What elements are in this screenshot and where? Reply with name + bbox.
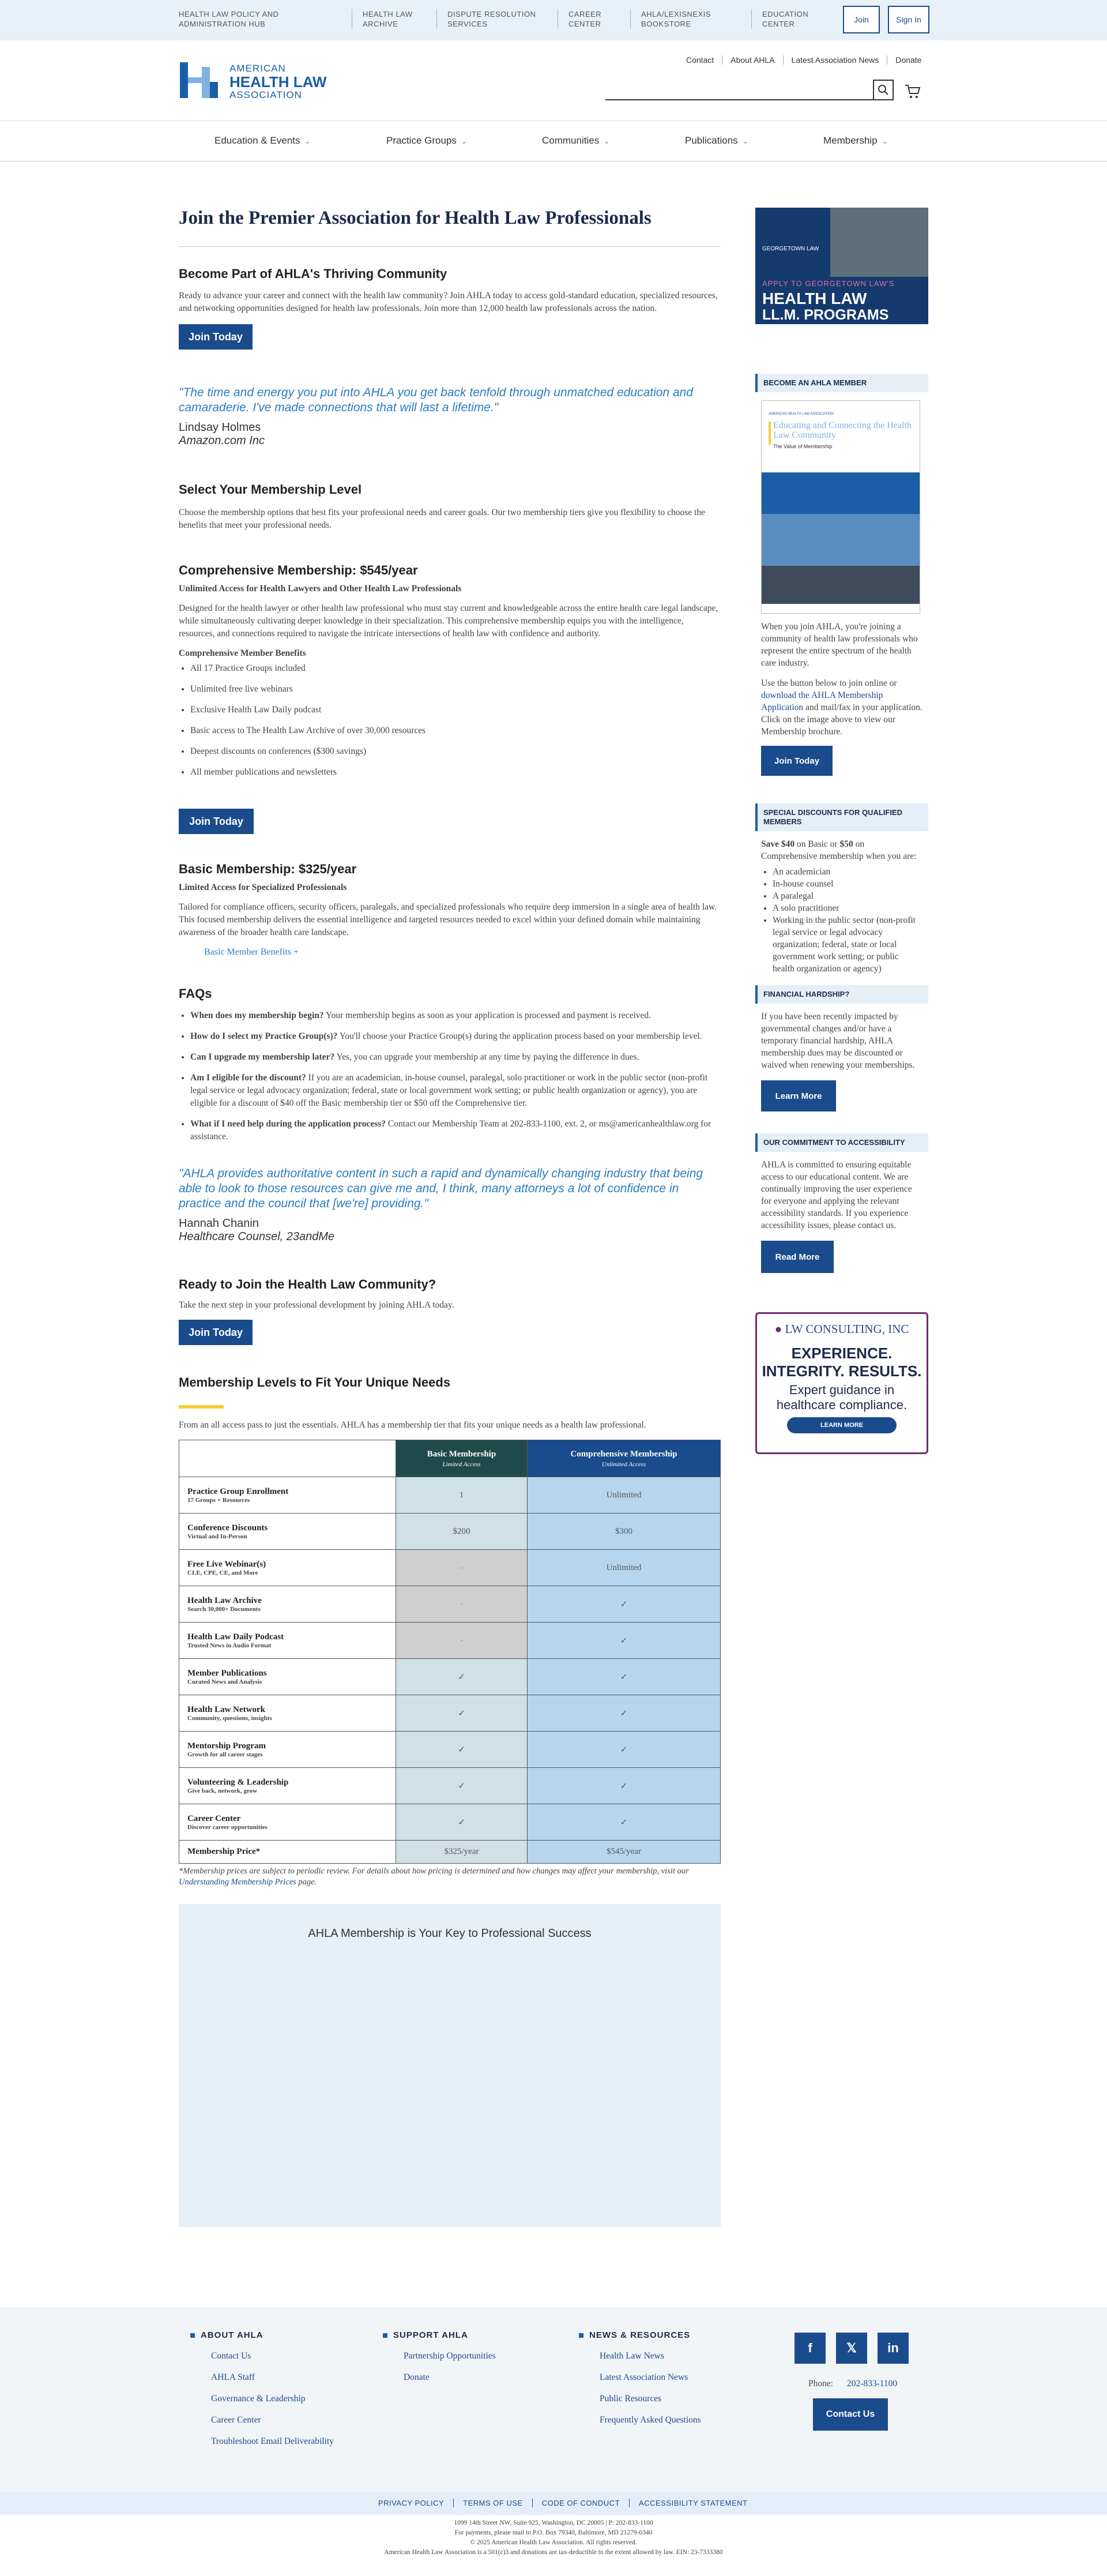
accessibility-body [755,1152,928,1273]
lw-consulting-ad[interactable] [755,1312,928,1454]
legal-bar [0,2492,1107,2515]
become-text-1: When you join AHLA, you're joining a community of health law professionals who represent the entire spectrum of the health care industry. [761,622,918,668]
row-subtitle: Virtual and In-Person [187,1533,247,1540]
table-row [179,1659,721,1695]
header-links [678,55,929,65]
comprehensive-text: Designed for the health lawyer or other health law professional who must stay current and knowledgeable across the entire health care legal landscape, while simultaneously cultivating deeper knowledge in their specialization. This comprehensive membership equips you with the intelligence, resources, and connections required to navigate the intricate intersections of health law with confidence and authority. [179,603,718,639]
faq-answer: Yes, you can upgrade your membership at any time by paying the difference in dues. [334,1052,639,1062]
plus-icon: + [293,947,299,957]
footer-news-title-text: NEWS & RESOURCES [589,2330,691,2340]
comprehensive-cell: Unlimited [528,1550,721,1586]
basic-head-label: Basic Membership [427,1449,496,1459]
linkedin-icon[interactable]: in [878,2333,909,2364]
basic-cell: 1 [396,1477,528,1514]
join-today-button[interactable]: Join Today [179,809,254,834]
row-label [179,1659,396,1695]
faq-item [190,1118,721,1143]
faq-title: FAQs [179,986,212,1001]
accessibility-statement-link[interactable]: ACCESSIBILITY STATEMENT [629,2499,756,2507]
check-icon: ✓ [528,1586,721,1623]
row-title: Career Center [187,1813,241,1823]
check-icon: ✓ [528,1695,721,1732]
row-label [179,1623,396,1659]
table-price-row [179,1841,721,1864]
footer-phone [808,2379,897,2389]
footnote-text: *Membership prices are subject to periodic review. For details about how pricing is determined and how changes may affect your membership, visit our [179,1867,689,1876]
section-title-membership-level: Select Your Membership Level [179,482,362,497]
basic-price: $325/year [396,1841,528,1864]
faq-answer: Your membership begins as soon as your application is processed and payment is received. [323,1011,652,1020]
check-icon: ✓ [528,1732,721,1768]
table-row [179,1514,721,1550]
row-title: Mentorship Program [187,1741,266,1751]
basic-cell: - [396,1623,528,1659]
basic-benefits-toggle[interactable] [179,947,721,957]
check-icon: ✓ [528,1768,721,1804]
phone-label: Phone: [808,2379,834,2389]
footer-link-governance[interactable]: Governance & Leadership [211,2394,306,2404]
chevron-down-icon: ⌄ [882,137,888,145]
footer-link-contact[interactable]: Contact Us [211,2351,251,2361]
download-application-link[interactable]: download the AHLA Membership Application [761,690,883,712]
become-text-2a: Use the button below to join online or [761,678,897,688]
nav-communities[interactable] [542,135,609,147]
twitter-icon[interactable]: 𝕏 [836,2333,867,2364]
utility-link-bookstore[interactable]: AHLA/LEXISNEXIS BOOKSTORE [630,9,751,29]
basic-title: Basic Membership: $325/year [179,862,357,876]
footer-address [0,2518,1107,2558]
footer-link-donate[interactable]: Donate [404,2372,430,2382]
footer-link-association-news[interactable]: Latest Association News [600,2372,688,2382]
chevron-down-icon: ⌄ [304,137,311,145]
social-links [795,2333,909,2364]
table-row [179,1695,721,1732]
hardship-text: If you have been recently impacted by governmental changes and/or have a temporary financial hardship, AHLA membership dues may be discounted or waived when renewing your memberships. [761,1012,915,1070]
list-item: • In-house counsel [773,878,922,890]
ad2-line-2: INTEGRITY. RESULTS. [762,1362,922,1380]
check-icon: ✓ [396,1695,528,1732]
footer-contact-button[interactable]: Contact Us [813,2398,888,2431]
ahla-logo[interactable] [179,59,329,99]
footer-link-health-law-news[interactable]: Health Law News [600,2351,664,2361]
table-corner [179,1440,396,1477]
chevron-down-icon: ⌄ [742,137,748,145]
lw-logo-icon: ● [774,1322,785,1336]
ad1-headline: HEALTH LAW [762,290,867,307]
faq-list [179,1009,721,1143]
ad1-sub: LL.M. PROGRAMS [762,307,889,323]
row-title: Volunteering & Leadership [187,1777,289,1787]
check-icon: ✓ [528,1659,721,1695]
address-line: 1099 14th Street NW, Suite 925, Washington, DC 20005 | P: 202-833-1100 [454,2519,653,2526]
faq-item [190,1072,721,1110]
faq-question: Am I eligible for the discount? [190,1073,306,1083]
testimonial-org-2: Healthcare Counsel, 23andMe [179,1230,335,1243]
price-label: Membership Price* [179,1841,396,1864]
main-content [179,208,721,2227]
discount-basic-amount: Save $40 [761,839,795,849]
utility-bar [0,0,1107,40]
site-header [0,40,1107,121]
footer-link-email[interactable]: Troubleshoot Email Deliverability [211,2436,334,2446]
search-input[interactable] [605,80,859,98]
faq-question: Can I upgrade my membership later? [190,1052,335,1062]
discount-text-b: on Comprehensive membership when you are: [761,839,917,861]
row-subtitle: Give back, network, grow [187,1787,258,1794]
table-row [179,1623,721,1659]
footer-col-support [383,2330,496,2383]
row-label [179,1477,396,1514]
brochure-photo-2 [762,514,920,566]
comprehensive-benefits-list [179,662,721,779]
discount-text-a: on Basic or [795,839,840,849]
discount-list [761,866,922,975]
become-member-body [755,614,928,776]
brochure-accent [769,422,771,445]
faq-item [190,1030,721,1043]
footer-link-faq[interactable]: Frequently Asked Questions [600,2415,701,2425]
list-item: • All 17 Practice Groups included [190,662,721,675]
table-row [179,1586,721,1623]
row-title: Health Law Daily Podcast [187,1632,284,1642]
list-item: • Basic access to The Health Law Archive of over 30,000 resources [190,724,721,737]
discount-comp-amount: $50 [839,839,853,849]
page-title: Join the Premier Association for Health Law Professionals [179,208,721,247]
ad2-brand [757,1322,927,1336]
footer-link-partnership[interactable]: Partnership Opportunities [404,2351,496,2361]
utility-link-dispute[interactable]: DISPUTE RESOLUTION SERVICES [436,9,558,29]
faq-answer: You'll choose your Practice Group(s) during the application process based on your membership level. [337,1031,702,1041]
read-more-button[interactable]: Read More [761,1241,834,1273]
testimonial-quote-2: "AHLA provides authoritative content in such a rapid and dynamically changing industry that being able to look to those resources can give me and, I think, many attorneys a lot of confidence in practice and the council that [we're] providing." [179,1167,703,1210]
row-title: Free Live Webinar(s) [187,1559,266,1569]
copyright-line: © 2025 American Health Law Association. All rights reserved. [470,2539,637,2546]
basic-head-sub: Limited Access [442,1460,481,1468]
list-item: • Unlimited free live webinars [190,683,721,696]
join-button[interactable]: Join [843,6,880,33]
check-icon: ✓ [396,1804,528,1841]
basic-subtitle: Limited Access for Specialized Professionals [179,883,347,892]
faq-item [190,1009,721,1022]
basic-benefits-label: Basic Member Benefits [204,947,292,957]
faq-question: When does my membership begin? [190,1011,324,1020]
row-label [179,1804,396,1841]
row-title: Conference Discounts [187,1523,268,1533]
footer-col-news [579,2330,701,2425]
list-item: • Exclusive Health Law Daily podcast [190,704,721,716]
logo-line-3: ASSOCIATION [229,89,302,100]
nav-label: Education & Events [214,135,300,146]
nav-label: Membership [823,135,878,146]
testimonial-quote-1: "The time and energy you put into AHLA you get back tenfold through unmatched education and camaraderie. I've made connections that will last a lifetime." [179,386,693,414]
accessibility-header: OUR COMMITMENT TO ACCESSIBILITY [755,1133,928,1152]
video-title: AHLA Membership is Your Key to Professional Success [308,1927,592,1940]
row-title: Health Law Network [187,1704,265,1714]
chevron-down-icon: ⌄ [604,137,610,145]
table-row [179,1732,721,1768]
discounts-body [755,831,928,975]
join-today-button[interactable]: Join Today [179,1320,253,1345]
basic-text: Tailored for compliance officers, security officers, paralegals, and specialized professionals who require deep immersion in a single area of health law. This focused membership delivers the essential intelligence and targeted resources needed to excel within your defined domain while maintaining awareness of the broader health care landscape. [179,902,717,937]
pricing-footnote [179,1866,721,1888]
check-icon: ✓ [396,1732,528,1768]
basic-cell: - [396,1550,528,1586]
search-bar [605,80,894,100]
list-item: • A paralegal [773,890,922,902]
join-today-button[interactable]: Join Today [179,324,253,350]
become-text-2b: and mail/fax in your application. Click on the image above to view our Membership brochure. [761,703,922,737]
comp-head-label: Comprehensive Membership [570,1449,677,1459]
utility-link-archive[interactable]: HEALTH LAW ARCHIVE [352,9,436,29]
check-icon: ✓ [396,1768,528,1804]
testimonial-org-1: Amazon.com Inc [179,434,265,447]
accessibility-text: AHLA is committed to ensuring equitable access to our educational content. We are continually improving the user experience for everyone and applying the relevant accessibility standards. If you experience accessibility issues, please contact us. [761,1160,912,1230]
section-text-community: Ready to advance your career and connect with the health law community? Join AHLA today to access gold-standard education, specialized resources, and networking opportunities designed for health law professionals. Join more than 12,000 health law professionals across the nation. [179,291,718,313]
section-title-community: Become Part of AHLA's Thriving Community [179,266,447,281]
footer-support-title [383,2330,496,2340]
nav-label: Communities [542,135,600,146]
faq-answer: Contact our Membership Team at 202-833-1100, ext. 2, or ms@americanhealthlaw.org for assistance. [190,1119,711,1141]
search-icon [878,84,889,96]
sidebar-join-today-button[interactable]: Join Today [761,746,833,776]
brochure-photo-1 [762,472,920,514]
faq-item [190,1051,721,1064]
ad1-logo-text: GEORGETOWN LAW [762,246,819,252]
brochure-subtitle: The Value of Membership [773,444,833,449]
nav-education-events[interactable] [214,135,310,147]
utility-links [179,9,820,29]
understanding-prices-link[interactable]: Understanding Membership Prices [179,1877,296,1887]
ready-text: Take the next step in your professional development by joining AHLA today. [179,1300,454,1310]
testimonial-name-1: Lindsay Holmes [179,421,261,434]
brochure-title: Educating and Connecting the Health Law Community [773,420,912,440]
ahla-logo-mark-icon [179,59,219,99]
brochure-photo-3 [762,566,920,604]
footer-support-title-text: SUPPORT AHLA [393,2330,468,2340]
membership-brochure[interactable] [761,400,920,614]
sidebar [755,208,928,1454]
logo-line-2: HEALTH LAW [229,73,327,91]
title-underline [179,1405,224,1409]
ad-photo [830,208,928,277]
levels-text: From an all access pass to just the essentials. AHLA has a membership tier that fits your unique needs as a health law professional. [179,1420,646,1430]
row-subtitle: Search 30,000+ Documents [187,1605,261,1613]
become-member-header: BECOME AN AHLA MEMBER [755,374,928,392]
ad2-line-1: EXPERIENCE. [791,1345,893,1362]
sign-in-button[interactable]: Sign In [888,6,929,33]
brochure-org: AMERICAN HEALTH LAW ASSOCIATION [769,412,834,416]
footer-link-staff[interactable]: AHLA Staff [211,2372,255,2382]
row-subtitle: 17 Groups + Resources [187,1496,250,1504]
row-label [179,1695,396,1732]
header-link-donate[interactable]: Donate [887,55,929,65]
nav-label: Practice Groups [386,135,457,146]
table-header-row [179,1440,721,1477]
ready-title: Ready to Join the Health Law Community? [179,1277,436,1291]
list-item: • An academician [773,866,922,878]
list-item: • A solo practitioner [773,902,922,914]
utility-link-education[interactable]: EDUCATION CENTER [751,9,820,29]
site-footer [0,2307,1107,2492]
cart-icon[interactable] [904,83,921,99]
ad2-learn-more-button[interactable]: LEARN MORE [787,1417,897,1433]
basic-column-header [396,1440,528,1477]
tax-line: American Health Law Association is a 501(c)3 and donations are tax-deductible to the extent allowed by law. EIN: 23-7333380 [384,2549,723,2556]
check-icon: ✓ [528,1623,721,1659]
footer-col-about [190,2330,334,2447]
learn-more-button[interactable]: Learn More [761,1080,836,1111]
row-subtitle: CLE, CPE, CE, and More [187,1569,258,1576]
search-button[interactable] [873,80,894,100]
comprehensive-price: $545/year [528,1841,721,1864]
footer-news-title [579,2330,701,2340]
row-subtitle: Discover career opportunities [187,1823,268,1831]
logo-line-1: AMERICAN [229,63,286,74]
faq-answer: If you are an academician, in-house counsel, paralegal, solo practitioner or work in the public sector (non-profit legal service or legal advocacy organization; federal, state or local government work setting; or public health organization or agency), you are eligible for a discount of $40 off the Basic membership tier or $50 off the Comprehensive tier. [190,1073,708,1108]
list-item: • All member publications and newsletters [190,766,721,779]
header-link-news[interactable]: Latest Association News [783,55,887,65]
chevron-down-icon: ⌄ [461,137,467,145]
comprehensive-benefits-title: Comprehensive Member Benefits [179,648,306,658]
footer-about-title [190,2330,334,2340]
check-icon: ✓ [528,1804,721,1841]
comprehensive-title: Comprehensive Membership: $545/year [179,563,418,577]
nav-label: Publications [685,135,738,146]
row-label [179,1586,396,1623]
list-item: • Deepest discounts on conferences ($300 savings) [190,745,721,758]
row-label [179,1514,396,1550]
facebook-icon[interactable]: f [795,2333,826,2364]
row-subtitle: Community, questions, insights [187,1714,272,1722]
basic-cell: $200 [396,1514,528,1550]
nav-membership[interactable] [823,135,888,147]
basic-cell: - [396,1586,528,1623]
header-link-contact[interactable]: Contact [686,55,714,65]
row-title: Practice Group Enrollment [187,1486,289,1496]
comp-head-sub: Unlimited Access [601,1460,646,1468]
table-row [179,1768,721,1804]
table-row [179,1804,721,1841]
row-title: Health Law Archive [187,1595,262,1605]
video-panel[interactable] [179,1904,721,2227]
code-of-conduct-link[interactable]: CODE OF CONDUCT [532,2499,629,2507]
phone-link[interactable]: 202-833-1100 [846,2379,898,2389]
square-bullet-icon [383,2333,387,2338]
utility-link-career[interactable]: CAREER CENTER [558,9,630,29]
payments-line: For payments, please mail to P.O. Box 79340, Baltimore, MD 21279-0340 [454,2529,653,2536]
discounts-header: SPECIAL DISCOUNTS FOR QUALIFIED MEMBERS [755,803,928,831]
row-label [179,1732,396,1768]
footer-about-title-text: ABOUT AHLA [201,2330,263,2340]
row-subtitle: Growth for all career stages [187,1751,263,1758]
privacy-policy-link[interactable]: PRIVACY POLICY [378,2499,445,2507]
main-nav [0,121,1107,162]
ad2-brand-text: LW CONSULTING, INC [785,1322,909,1336]
faq-question: What if I need help during the application process? [190,1119,386,1129]
comprehensive-cell: $300 [528,1514,721,1550]
comprehensive-cell: Unlimited [528,1477,721,1514]
footer-link-public-resources[interactable]: Public Resources [600,2394,662,2404]
levels-title: Membership Levels to Fit Your Unique Needs [179,1375,451,1390]
row-label [179,1550,396,1586]
georgetown-ad[interactable] [755,208,928,324]
hardship-body [755,1004,928,1111]
row-subtitle: Curated News and Analysis [187,1678,262,1685]
table-row [179,1477,721,1514]
header-link-about[interactable]: About AHLA [722,55,782,65]
row-subtitle: Trusted News in Audio Format [187,1642,272,1649]
check-icon: ✓ [396,1659,528,1695]
ad1-apply: APPLY TO GEORGETOWN LAW'S [762,279,895,288]
section-text-membership-level: Choose the membership options that best fits your professional needs and career goals. Our two membership tiers give you flexibility to choose the benefits that meet your professional needs. [179,508,706,530]
ad2-line-3: Expert guidance in healthcare compliance. [776,1383,908,1412]
comprehensive-subtitle: Unlimited Access for Health Lawyers and Other Health Law Professionals [179,584,462,594]
footer-link-career[interactable]: Career Center [211,2415,261,2425]
become-text-2 [761,677,922,738]
terms-link[interactable]: TERMS OF USE [453,2499,532,2507]
square-bullet-icon [579,2333,583,2338]
nav-publications[interactable] [685,135,748,147]
row-title: Member Publications [187,1668,267,1678]
list-item: • Working in the public sector (non-profit legal service or legal advocacy organization; federal, state or local government work setting; or public health organization or agency) [773,914,922,975]
hardship-header: FINANCIAL HARDSHIP? [755,985,928,1004]
membership-comparison-table [179,1440,721,1864]
testimonial-name-2: Hannah Chanin [179,1217,259,1230]
utility-link-policy-hub[interactable]: HEALTH LAW POLICY AND ADMINISTRATION HUB [179,10,279,28]
row-label [179,1768,396,1804]
comprehensive-column-header [528,1440,721,1477]
footnote-end: page. [296,1877,317,1887]
faq-question: How do I select my Practice Group(s)? [190,1031,338,1041]
nav-practice-groups[interactable] [386,135,467,147]
square-bullet-icon [190,2333,195,2338]
discounts-intro [761,838,922,862]
table-row [179,1550,721,1586]
